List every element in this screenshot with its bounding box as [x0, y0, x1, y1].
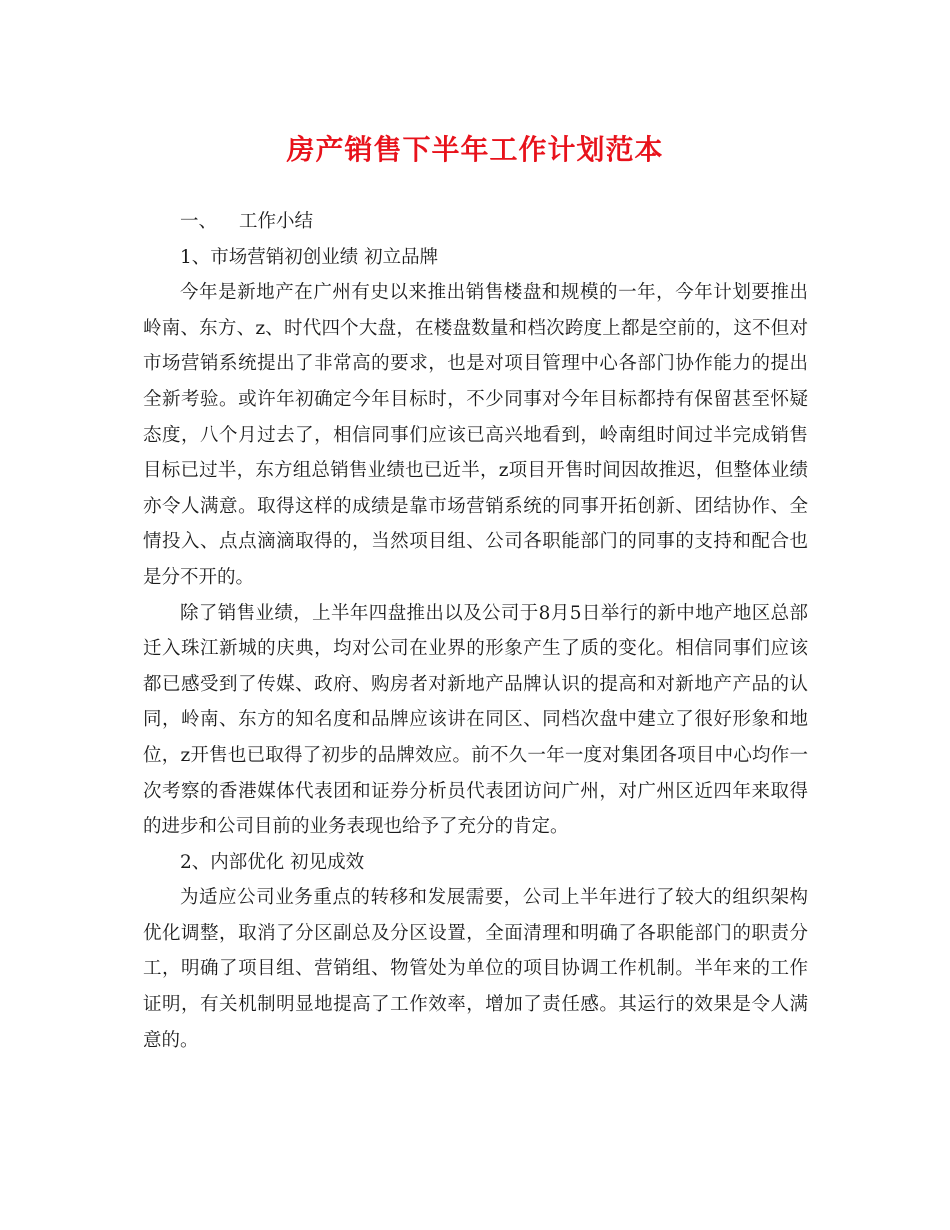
document-body: [143, 204, 808, 1058]
paragraph-marketing-performance: 今年是新地产在广州有史以来推出销售楼盘和规模的一年，今年计划要推出岭南、东方、z、时代四个大盘，在楼盘数量和档次跨度上都是空前的，这不但对市场营销系统提出了非常高的要求，也是对项目管理中心各部门协作能力的提出全新考验。或许年初确定今年目标时，不少同事对今年目标都持有保留甚至怀疑态度，八个月过去了，相信同事们应该已高兴地看到，岭南组时间过半完成销售目标已过半，东方组总销售业绩也已近半，z项目开售时间因故推迟，但整体业绩亦令人满意。取得这样的成绩是靠市场营销系统的同事开拓创新、团结协作、全情投入、点点滴滴取得的，当然项目组、公司各职能部门的同事的支持和配合也是分不开的。: [143, 282, 809, 588]
paragraph-organization: 为适应公司业务重点的转移和发展需要，公司上半年进行了较大的组织架构优化调整，取消了分区副总及分区设置，全面清理和明确了各职能部门的职责分工，明确了项目组、营销组、物管处为单位的项目协调工作机制。半年来的工作证明，有关机制明显地提高了工作效率，增加了责任感。其运行的效果是令人满意的。: [143, 887, 808, 1051]
section-heading-summary: [143, 204, 808, 240]
subsection-heading-optimization: 2、内部优化 初见成效: [180, 851, 365, 873]
paragraph-brand-image: 除了销售业绩，上半年四盘推出以及公司于8月5日举行的新中地产地区总部迁入珠江新城的庆典，均对公司在业界的形象产生了质的变化。相信同事们应该都已感受到了传媒、政府、购房者对新地产品牌认识的提高和对新地产产品的认同，岭南、东方的知名度和品牌应该讲在同区、同档次盘中建立了很好形象和地位，z开售也已取得了初步的品牌效应。前不久一年一度对集团各项目中心均作一次考察的香港媒体代表团和证券分析员代表团访问广州，对广州区近四年来取得的进步和公司目前的业务表现也给予了充分的肯定。: [143, 602, 808, 838]
section-number: 一、: [180, 211, 218, 232]
section-label: 工作小结: [239, 211, 314, 232]
document-title: 房产销售下半年工作计划范本: [286, 133, 664, 166]
subsection-heading-marketing: 1、市场营销初创业绩 初立品牌: [180, 246, 439, 268]
